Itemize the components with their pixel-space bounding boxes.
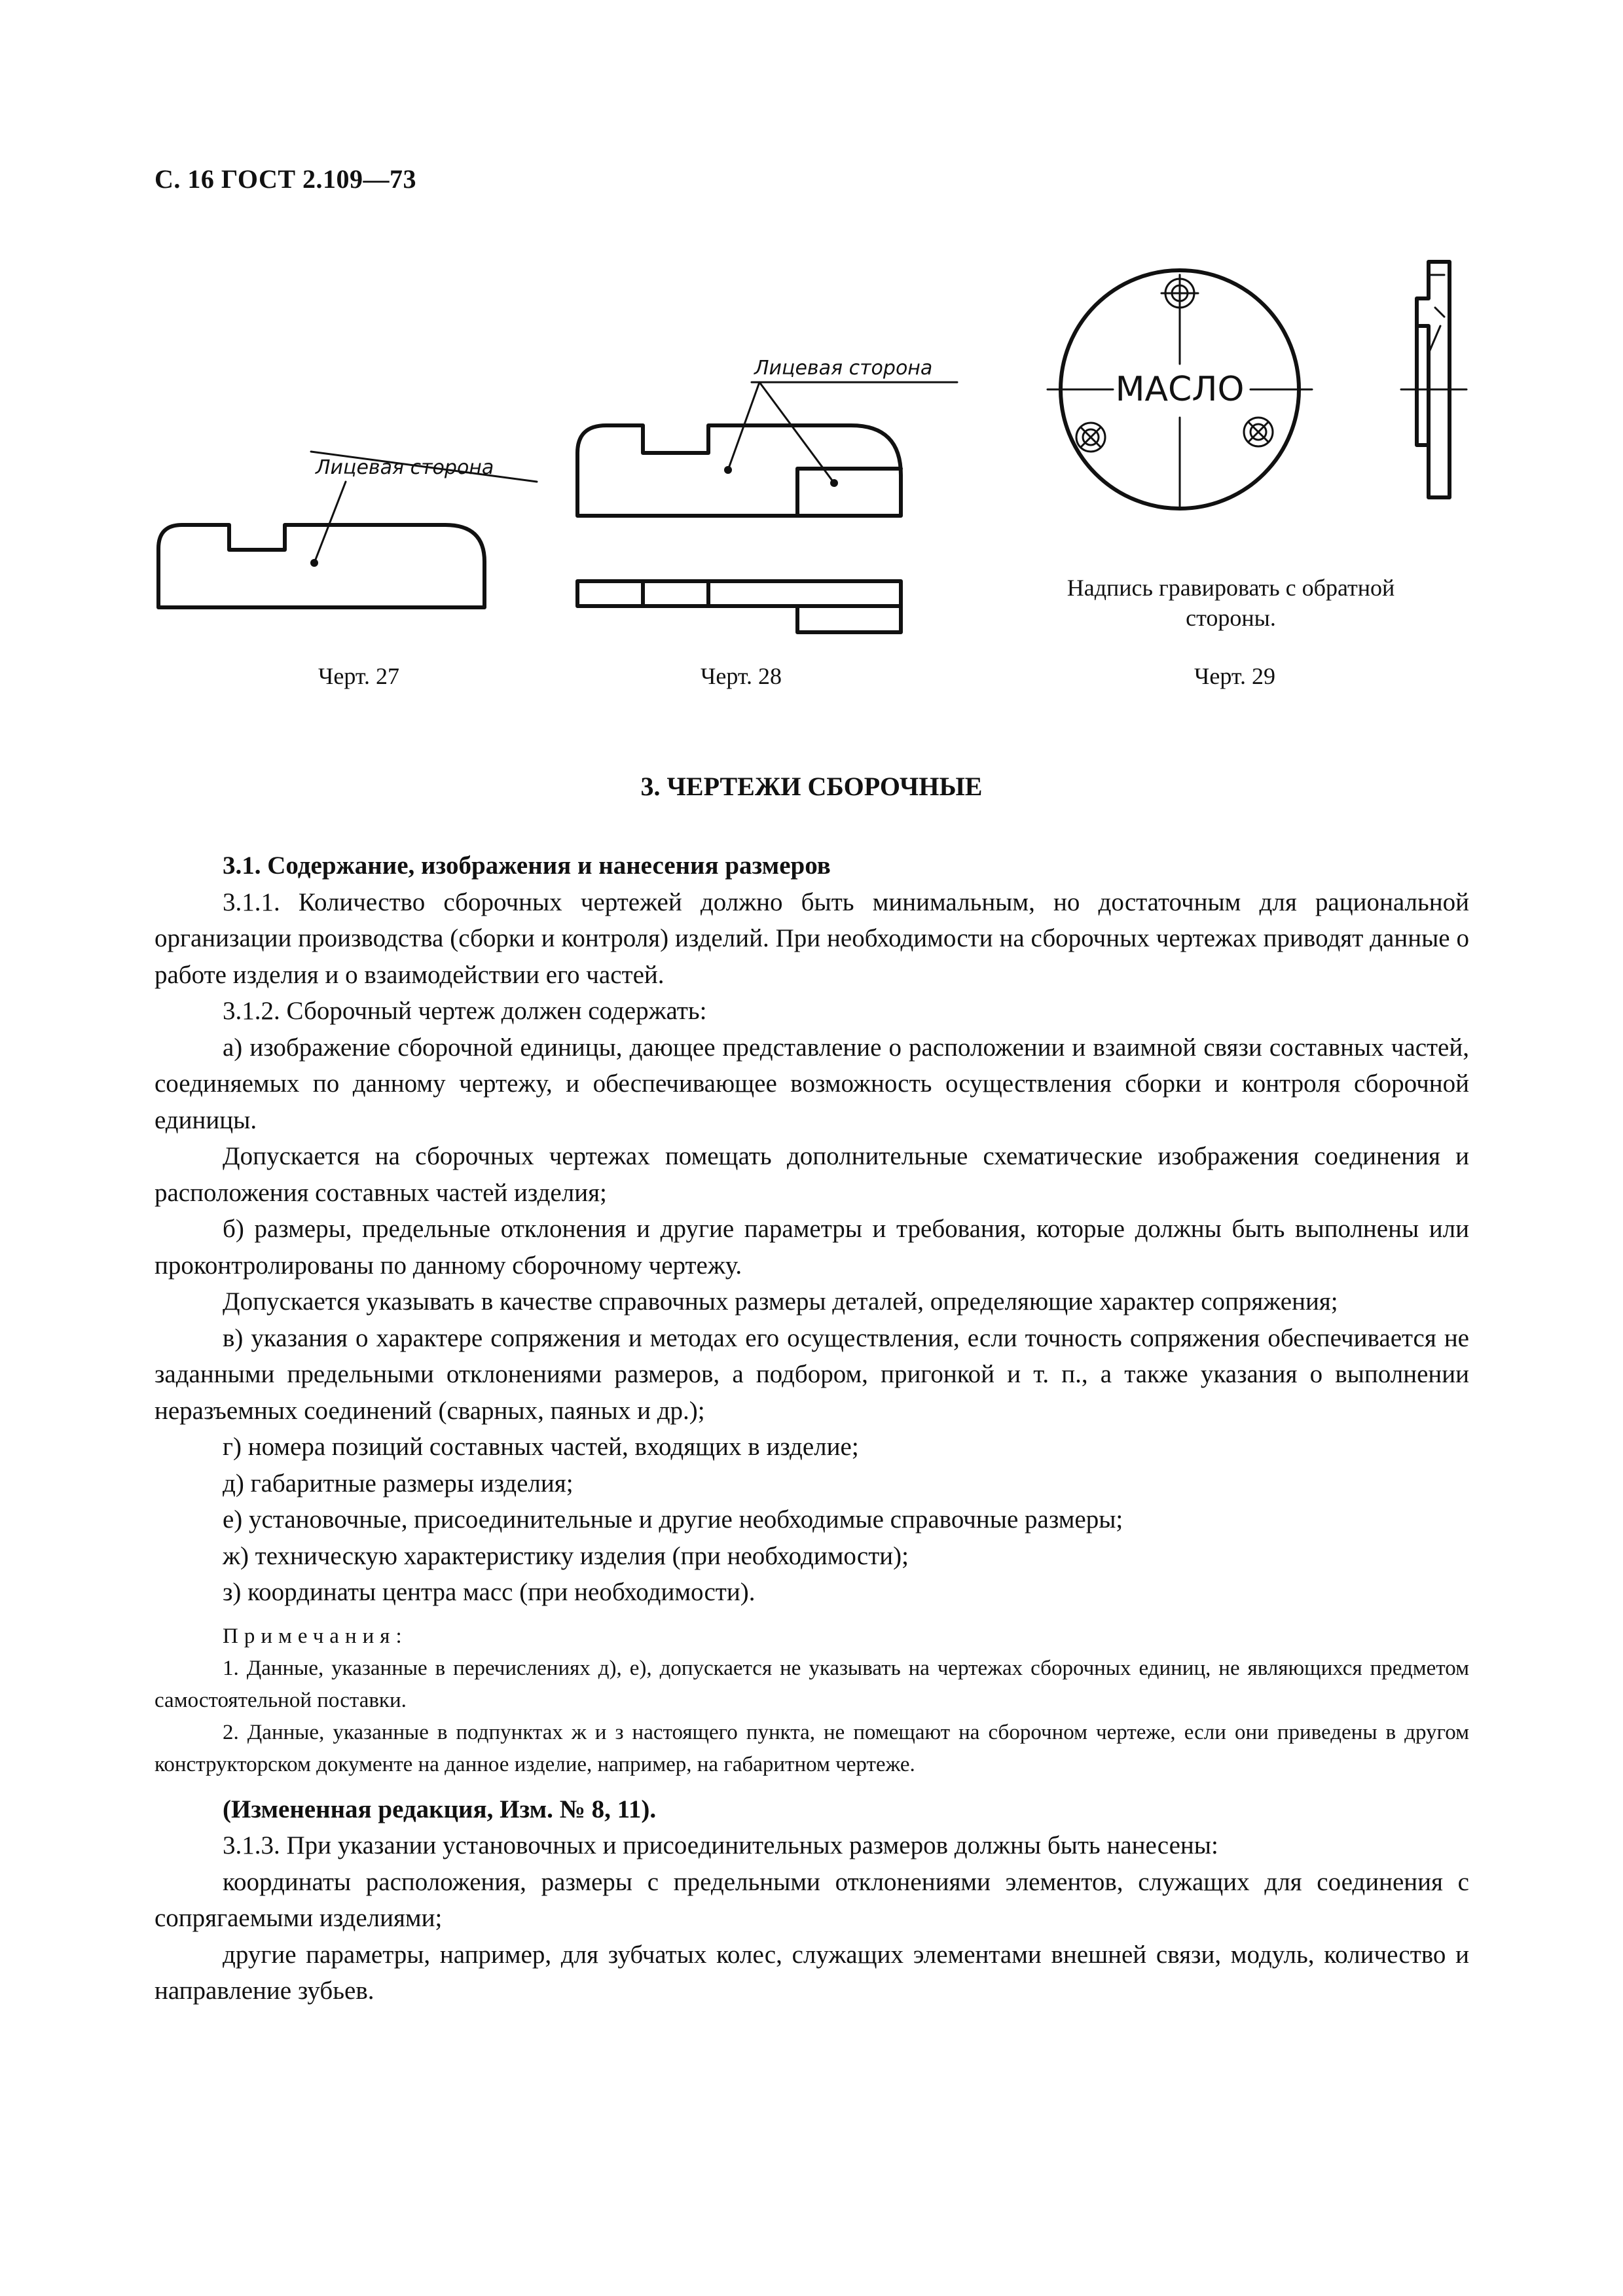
screw-bottom-left (1076, 423, 1105, 452)
figure-28 (570, 340, 962, 641)
page-header: С. 16 ГОСТ 2.109—73 (155, 164, 417, 194)
figure-29-caption: Черт. 29 (1194, 663, 1275, 689)
list-item-v: в) указания о характере сопряжения и методах его осуществления, если точность сопряжения обеспечивается не заданными предельными отклонениями размеров, а подбором, пригонкой и т. п., а также указания о выполнении неразъемных соединений (сварных, паяных и др.); (155, 1323, 1469, 1425)
screw-top (1161, 275, 1198, 312)
figure-27-caption: Черт. 27 (318, 663, 399, 689)
paragraph-3-1-1: 3.1.1. Количество сборочных чертежей должно быть минимальным, но достаточным для рациональной организации производства (сборки и контроля) изделий. При необходимости на сборочных чертежах приводят данные о работе изделия и о взаимодействии его частей. (155, 888, 1469, 989)
leader-label: Лицевая сторона (754, 357, 933, 380)
leader-line (314, 482, 346, 563)
paragraph-3-1-2: 3.1.2. Сборочный чертеж должен содержать: (223, 997, 707, 1025)
list-item-a-note: Допускается на сборочных чертежах помещать дополнительные схематические изображения соединения и расположения составных частей изделия; (155, 1142, 1469, 1207)
subsection-title: 3.1. Содержание, изображения и нанесения размеров (223, 852, 831, 880)
figure-27-drawing (151, 452, 556, 615)
list-item-z: з) координаты центра масс (при необходимости). (223, 1578, 756, 1606)
list-item-a: а) изображение сборочной единицы, дающее представление о расположении и взаимной связи составных частей, соединяемых по данному чертежу, и обеспечивающее возможность осуществления сборки и контроля сборочной единицы. (155, 1033, 1469, 1134)
figure-29 (1034, 249, 1519, 524)
body-text (155, 848, 1469, 2009)
leader-dot-2 (830, 479, 838, 487)
engraving-text: МАСЛО (1115, 370, 1245, 409)
part-front-inset (797, 469, 901, 516)
change-note: (Измененная редакция, Изм. № 8, 11). (223, 1795, 657, 1823)
figure-28-caption: Черт. 28 (701, 663, 782, 689)
list-item-zh: ж) техническую характеристику изделия (при необходимости); (223, 1541, 909, 1570)
list-item-g: г) номера позиций составных частей, входящих в изделие; (223, 1433, 859, 1461)
figure-28-drawing (570, 340, 962, 641)
screw-bottom-right (1244, 418, 1273, 446)
figure-27 (151, 452, 556, 615)
leader-dot-1 (724, 466, 732, 474)
list-item-e: е) установочные, присоединительные и другие необходимые справочные размеры; (223, 1505, 1123, 1534)
list-item-b-note: Допускается указывать в качестве справочных размеры деталей, определяющие характер сопряжения; (223, 1287, 1338, 1316)
paragraph-3-1-3-a: координаты расположения, размеры с предельными отклонениями элементов, служащих для соединения с сопрягаемыми изделиями; (155, 1867, 1469, 1932)
notes-title: Примечания: (223, 1624, 408, 1648)
plate-side-view (1401, 262, 1467, 497)
leader-dot (310, 559, 318, 567)
paragraph-3-1-3-b: другие параметры, например, для зубчатых колес, служащих элементами внешней связи, модуль, количество и направление зубьев. (155, 1940, 1469, 2005)
list-item-b: б) размеры, предельные отклонения и другие параметры и требования, которые должны быть выполнены или проконтролированы по данному сборочному чертежу. (155, 1215, 1469, 1280)
note-1: 1. Данные, указанные в перечислениях д), е), допускается не указывать на чертежах сборочных единиц, не являющихся предметом самостоятельной поставки. (155, 1656, 1469, 1712)
leader-label: Лицевая сторона (316, 456, 494, 479)
part-outline (158, 525, 484, 607)
note-2: 2. Данные, указанные в подпунктах ж и з настоящего пункта, не помещают на сборочном чертеже, если они приведены в другом конструкторском документе на данное изделие, например, на габаритном чертеже. (155, 1720, 1469, 1776)
section-title: 3. ЧЕРТЕЖИ СБОРОЧНЫЕ (640, 772, 983, 801)
figure-29-drawing (1034, 249, 1519, 524)
figure-29-note: Надпись гравировать с обратной стороны. (1067, 575, 1395, 631)
list-item-d: д) габаритные размеры изделия; (223, 1469, 574, 1498)
paragraph-3-1-3: 3.1.3. При указании установочных и присоединительных размеров должны быть нанесены: (223, 1831, 1218, 1859)
